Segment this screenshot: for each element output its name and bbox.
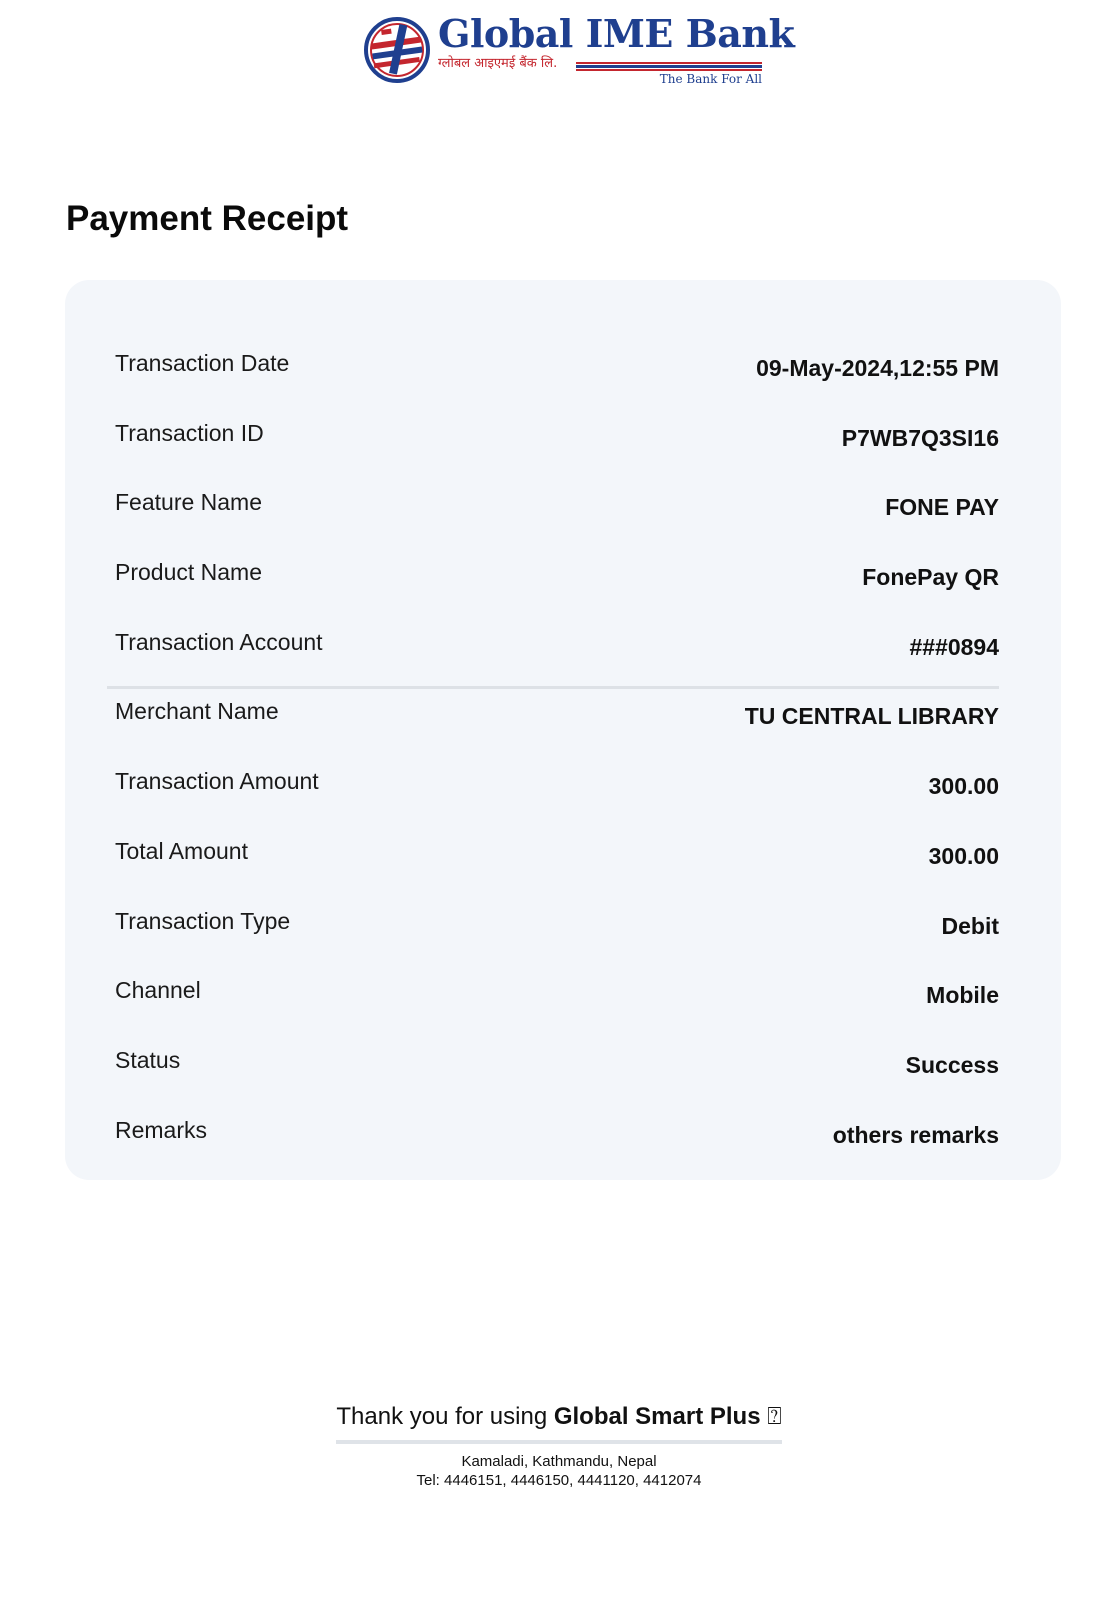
row-transaction-date bbox=[115, 340, 999, 410]
row-feature-name bbox=[115, 479, 999, 549]
row-value: Debit bbox=[941, 912, 999, 939]
receipt-card bbox=[65, 280, 1061, 1180]
row-label: Status bbox=[115, 1046, 181, 1073]
row-transaction-amount bbox=[115, 758, 999, 828]
row-label: Transaction Type bbox=[115, 907, 291, 934]
row-value: Mobile bbox=[926, 982, 999, 1009]
row-product-name bbox=[115, 549, 999, 619]
section-divider bbox=[107, 686, 999, 689]
row-status bbox=[115, 1037, 999, 1107]
missing-glyph-icon: ⍰ bbox=[767, 1403, 782, 1430]
row-value: TU CENTRAL LIBRARY bbox=[744, 703, 999, 730]
thank-you-message bbox=[336, 1400, 781, 1444]
bank-name-nepali: ग्लोबल आइएमई बैंक लि. bbox=[438, 56, 558, 71]
app-name: Global Smart Plus bbox=[553, 1403, 761, 1430]
thank-you-text: Thank you for using bbox=[336, 1403, 554, 1430]
bank-address: Kamaladi, Kathmandu, Nepal bbox=[461, 1453, 657, 1470]
receipt-footer bbox=[0, 1400, 1118, 1490]
row-value: Success bbox=[905, 1051, 999, 1078]
row-value: 300.00 bbox=[928, 773, 999, 800]
row-channel bbox=[115, 967, 999, 1037]
global-ime-emblem-icon bbox=[364, 14, 434, 84]
row-value: FONE PAY bbox=[885, 494, 999, 521]
row-value: 09-May-2024,12:55 PM bbox=[756, 355, 999, 381]
row-transaction-type bbox=[115, 898, 999, 968]
row-label: Transaction Date bbox=[115, 350, 290, 376]
row-label: Transaction Account bbox=[115, 628, 323, 655]
bank-logo bbox=[364, 11, 795, 92]
row-transaction-account bbox=[115, 619, 999, 689]
row-value: ###0894 bbox=[909, 633, 999, 660]
row-value: P7WB7Q3SI16 bbox=[841, 424, 999, 451]
bank-phone-numbers: Tel: 4446151, 4446150, 4441120, 4412074 bbox=[416, 1472, 702, 1489]
row-value: 300.00 bbox=[928, 842, 999, 869]
row-label: Feature Name bbox=[115, 489, 263, 516]
row-label: Transaction ID bbox=[115, 419, 264, 446]
row-label: Total Amount bbox=[115, 837, 248, 864]
receipt-details bbox=[115, 340, 999, 1176]
row-merchant-name bbox=[115, 688, 999, 758]
row-label: Transaction Amount bbox=[115, 768, 319, 795]
row-label: Channel bbox=[115, 977, 201, 1004]
bank-tagline: The Bank For All bbox=[659, 72, 762, 86]
row-label: Merchant Name bbox=[115, 698, 279, 725]
row-value: others remarks bbox=[832, 1121, 999, 1148]
page-title: Payment Receipt bbox=[66, 199, 349, 238]
row-label: Product Name bbox=[115, 559, 263, 586]
logo-stripes bbox=[576, 62, 762, 71]
row-remarks bbox=[115, 1107, 999, 1177]
bank-name: Global IME Bank bbox=[438, 11, 795, 56]
row-total-amount bbox=[115, 828, 999, 898]
row-value: FonePay QR bbox=[862, 564, 999, 591]
row-label: Remarks bbox=[115, 1116, 208, 1143]
row-transaction-id bbox=[115, 410, 999, 480]
